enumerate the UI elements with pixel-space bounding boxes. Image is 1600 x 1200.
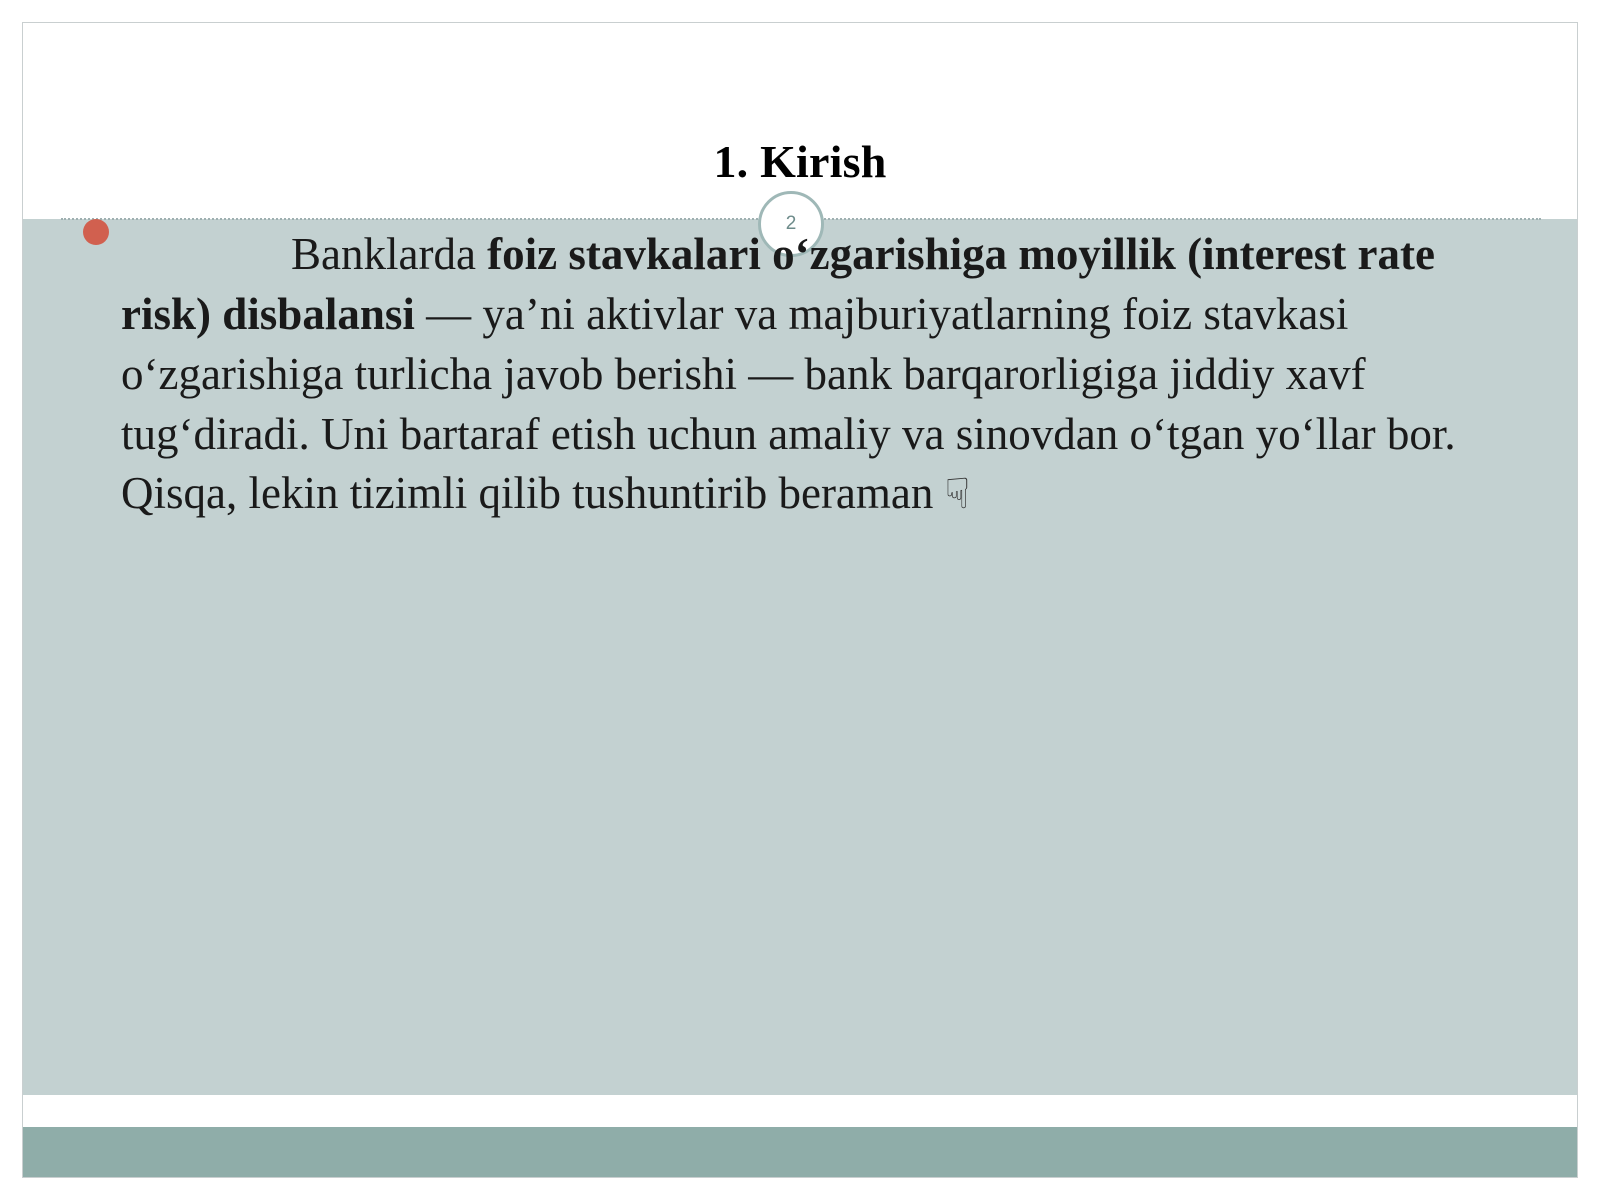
slide-footer-bar	[23, 1127, 1577, 1177]
body-lead-text: Banklarda	[291, 229, 488, 279]
body-bold-phrase: foiz stavkalari o‘zgarishiga moyillik (interest rate risk) disbalansi	[121, 229, 1435, 339]
body-rest-text: — ya’ni aktivlar va majburiyatlarning foiz stavkasi o‘zgarishiga turlicha javob berishi — bank barqarorligiga jiddiy xavf tug‘diradi. Uni bartaraf etish uchun amaliy va sinovdan o‘tgan yo‘llar bor. Qisqa, lekin tizimli qilib tushuntirib beraman	[121, 288, 1456, 519]
pointing-hand-icon: ☟	[944, 469, 971, 519]
slide-body-text	[121, 225, 1521, 524]
slide-number-text: 2	[785, 213, 797, 234]
slide-canvas	[22, 22, 1578, 1178]
slide-title: 1. Kirish	[713, 136, 887, 187]
bullet-dot-icon	[83, 219, 109, 245]
